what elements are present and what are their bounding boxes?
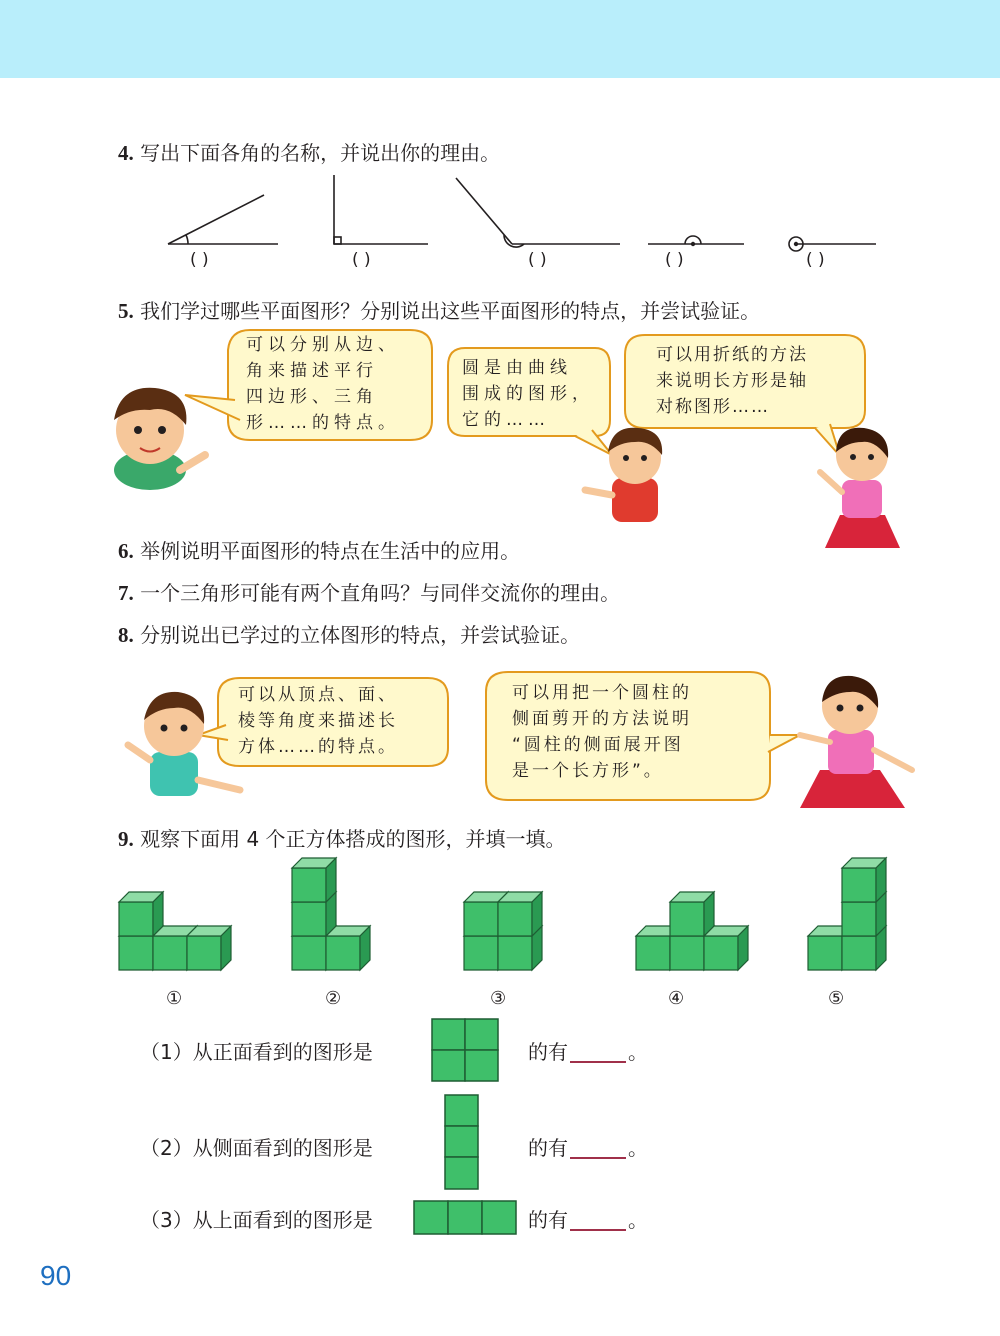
page-number: 90 xyxy=(40,1260,72,1291)
girl-figure-2 xyxy=(800,676,912,808)
bubble-line: 是一个长方形”。 xyxy=(512,761,664,781)
bubble-line: 可以用折纸的方法 xyxy=(656,345,808,365)
question-number: 9. xyxy=(118,827,134,851)
answer-paren-2[interactable]: ( ) xyxy=(352,250,371,270)
bubble-line: 它的…… xyxy=(462,410,550,430)
sub-question-2: （2）从侧面看到的图形是 xyxy=(140,1136,373,1160)
bubble-text-q5-3 xyxy=(656,342,808,420)
sub-answer-end: 。 xyxy=(628,1208,648,1232)
question-text: 写出下面各角的名称，并说出你的理由。 xyxy=(140,141,501,165)
obtuse-angle xyxy=(456,178,620,247)
right-angle xyxy=(334,175,428,244)
question-6 xyxy=(118,538,520,564)
answer-blank-3[interactable] xyxy=(570,1229,626,1231)
side-view-column-3 xyxy=(445,1095,478,1189)
sub-question-3: （3）从上面看到的图形是 xyxy=(140,1208,373,1232)
figure-label-2: ② xyxy=(325,988,342,1009)
bubble-line: “圆柱的侧面展开图 xyxy=(512,735,684,755)
sub-answer-2 xyxy=(528,1132,648,1161)
sub-answer-label: 的有 xyxy=(528,1040,568,1064)
cube-figure-3 xyxy=(464,892,542,970)
question-number: 4. xyxy=(118,141,134,165)
sub-answer-label: 的有 xyxy=(528,1136,568,1160)
question-number: 7. xyxy=(118,581,134,605)
question-7 xyxy=(118,580,620,606)
bubble-text-q5-2 xyxy=(462,355,594,433)
bubble-text-q8-2 xyxy=(512,680,692,784)
answer-blank-2[interactable] xyxy=(570,1157,626,1159)
answer-paren-3[interactable]: ( ) xyxy=(528,250,547,270)
sub-answer-3 xyxy=(528,1204,648,1233)
boy-figure-1 xyxy=(114,388,205,490)
sub-answer-1 xyxy=(528,1036,648,1065)
bubble-line: 形……的特点。 xyxy=(246,413,400,433)
bubble-line: 对称图形…… xyxy=(656,397,770,417)
question-number: 8. xyxy=(118,623,134,647)
cube-figure-2 xyxy=(292,858,370,970)
question-9 xyxy=(118,826,566,852)
bubble-line: 可以从顶点、面、 xyxy=(238,685,398,705)
bubble-text-q8-1 xyxy=(238,682,398,760)
figure-label-4: ④ xyxy=(668,988,685,1009)
bubble-line: 角来描述平行 xyxy=(246,361,378,381)
sub-answer-label: 的有 xyxy=(528,1208,568,1232)
cube-figure-1 xyxy=(119,892,231,970)
bubble-text-q5-1 xyxy=(246,332,400,436)
bubble-line: 四边形、三角 xyxy=(246,387,378,407)
bubble-line: 侧面剪开的方法说明 xyxy=(512,709,692,729)
answer-blank-1[interactable] xyxy=(570,1061,626,1063)
answer-paren-5[interactable]: ( ) xyxy=(806,250,825,270)
bubble-line: 棱等角度来描述长 xyxy=(238,711,398,731)
cube-figure-4 xyxy=(636,892,748,970)
acute-angle xyxy=(168,195,278,244)
sub-answer-end: 。 xyxy=(628,1136,648,1160)
bubble-line: 可以分别从边、 xyxy=(246,335,400,355)
question-text: 分别说出已学过的立体图形的特点，并尝试验证。 xyxy=(140,623,581,647)
bubble-line: 来说明长方形是轴 xyxy=(656,371,808,391)
straight-angle xyxy=(648,236,744,245)
bubble-line: 方体……的特点。 xyxy=(238,737,398,757)
round-angle xyxy=(789,237,876,251)
question-5 xyxy=(118,298,760,324)
sub-question-1: （1）从正面看到的图形是 xyxy=(140,1040,373,1064)
figure-label-3: ③ xyxy=(490,988,507,1009)
question-text: 一个三角形可能有两个直角吗？与同伴交流你的理由。 xyxy=(140,581,621,605)
question-text: 举例说明平面图形的特点在生活中的应用。 xyxy=(140,539,521,563)
bubble-line: 圆是由曲线 xyxy=(462,358,572,378)
question-8 xyxy=(118,622,580,648)
front-view-square-2x2 xyxy=(432,1019,498,1081)
question-number: 6. xyxy=(118,539,134,563)
question-text: 我们学过哪些平面图形？分别说出这些平面图形的特点，并尝试验证。 xyxy=(140,299,761,323)
answer-paren-1[interactable]: ( ) xyxy=(190,250,209,270)
figure-label-1: ① xyxy=(166,988,183,1009)
top-view-row-3 xyxy=(414,1201,516,1234)
bubble-line: 可以用把一个圆柱的 xyxy=(512,683,692,703)
answer-paren-4[interactable]: ( ) xyxy=(665,250,684,270)
sub-answer-end: 。 xyxy=(628,1040,648,1064)
bubble-line: 围成的图形， xyxy=(462,384,594,404)
figure-label-5: ⑤ xyxy=(828,988,845,1009)
cube-figure-5 xyxy=(808,858,886,970)
question-text: 观察下面用 4 个正方体搭成的图形，并填一填。 xyxy=(140,827,566,851)
question-number: 5. xyxy=(118,299,134,323)
